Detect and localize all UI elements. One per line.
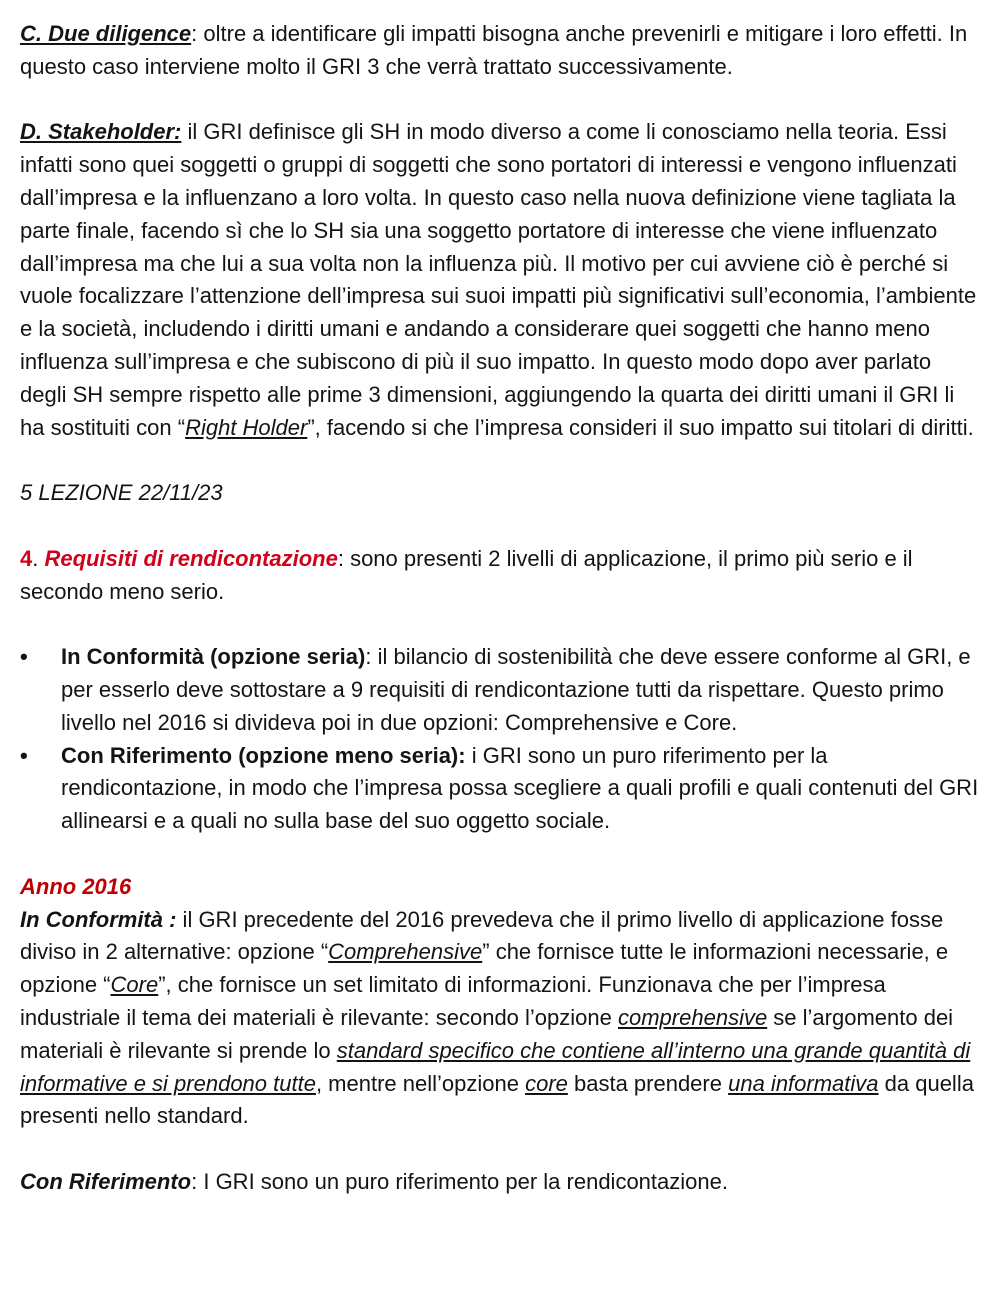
stakeholder-text-2: ”, facendo si che l’impresa consideri il suo impatto sui titolari di diritti. xyxy=(307,414,974,440)
term-standard-specifico: standard specifico che contiene all’interno una grande quantità di informative e si prendono tutte xyxy=(20,1037,971,1096)
paragraph-requisiti xyxy=(20,543,980,609)
spacer xyxy=(20,510,980,543)
text-segment: ”, che fornisce un set limitato di informazioni. Funzionava che per l’impresa industriale il tema dei materiali è rilevante: secondo l’opzione xyxy=(20,972,886,1030)
list-item xyxy=(20,641,980,739)
due-diligence-text: : oltre a identificare gli impatti bisogna anche prevenirli e mitigare i loro effetti. In questo caso interviene molto il GRI 3 che verrà trattato successivamente. xyxy=(20,21,968,79)
bullet-list xyxy=(20,641,980,838)
text-segment: il GRI precedente del 2016 prevedeva che il primo livello di applicazione fosse diviso in 2 alternative: opzione “ xyxy=(20,906,944,965)
section-number: 4 xyxy=(20,545,33,571)
right-holder-term: Right Holder xyxy=(185,414,308,440)
stakeholder-text-1: il GRI definisce gli SH in modo diverso a come li conosciamo nella teoria. Essi infatti sono quei soggetti o gruppi di soggetti che sono portatori di interessi e vengono influenzati dall’impresa e la influenzano a loro volta. In questo caso nella nuova definizione viene tagliata la parte finale, facendo sì che lo SH sia una soggetto portatore di interesse che viene influenzato dall’impresa ma che lui a sua volta non la influenza più. Il motivo per cui avviene ciò è perché si vuole focalizzare l’attenzione dell’impresa sui suoi impatti più significativi sull’economia, l’ambiente e la società, includendo i diritti umani e andando a considerare quei soggetti che hanno meno influenza sull’impresa e che subiscono di più il suo impatto. In questo modo dopo aver parlato degli SH sempre rispetto alle prime 3 dimensioni, aggiungendo la quarta dei diritti umani il GRI li ha sostituiti con “ xyxy=(20,119,977,440)
term-una-informativa: una informativa xyxy=(728,1070,879,1096)
bullet-text: : il bilancio di sostenibilità che deve essere conforme al GRI, e per esserlo deve sottostare a 9 requisiti di rendicontazione tutti da rispettare. Questo primo livello nel 2016 si divideva poi in due opzioni: Comprehensive e Core. xyxy=(61,644,971,735)
paragraph-conformita-2016 xyxy=(20,904,980,1134)
spacer xyxy=(20,84,980,117)
paragraph-con-riferimento xyxy=(20,1166,980,1199)
spacer xyxy=(20,1133,980,1166)
requisiti-text: : sono presenti 2 livelli di applicazione, il primo più serio e il secondo meno serio. xyxy=(20,545,913,604)
con-riferimento-text: : I GRI sono un puro riferimento per la rendicontazione. xyxy=(191,1168,728,1194)
heading-requisiti: Requisiti di rendicontazione xyxy=(44,545,338,571)
lesson-header: 5 LEZIONE 22/11/23 xyxy=(20,480,223,506)
paragraph-due-diligence xyxy=(20,18,980,84)
text-segment: se l’argomento dei materiali è rilevante si prende lo xyxy=(20,1004,954,1063)
paragraph-stakeholder xyxy=(20,116,980,444)
section-dot: . xyxy=(32,545,45,571)
bullet-icon: • xyxy=(20,644,28,670)
text-segment: ” che fornisce tutte le informazioni necessarie, e opzione “ xyxy=(20,939,949,998)
spacer xyxy=(20,838,980,871)
term-comprehensive: Comprehensive xyxy=(328,939,483,965)
conformita-label: In Conformità : xyxy=(20,906,177,932)
bullet-icon: • xyxy=(20,742,28,768)
text-segment: basta prendere xyxy=(567,1070,729,1096)
heading-anno-2016: Anno 2016 xyxy=(20,873,132,899)
term-comprehensive-lowercase: comprehensive xyxy=(618,1004,768,1030)
spacer xyxy=(20,608,980,641)
text-segment: da quella presenti nello standard. xyxy=(20,1070,974,1129)
bullet-title: In Conformità (opzione seria) xyxy=(61,644,366,670)
text-segment: , mentre nell’opzione xyxy=(315,1070,526,1096)
term-core-lowercase: core xyxy=(525,1070,568,1096)
con-riferimento-label: Con Riferimento xyxy=(20,1168,192,1194)
heading-due-diligence: C. Due diligence xyxy=(20,21,192,46)
heading-stakeholder: D. Stakeholder: xyxy=(20,119,182,145)
term-core: Core xyxy=(110,972,159,998)
list-item xyxy=(20,740,980,838)
spacer xyxy=(20,444,980,477)
bullet-text: i GRI sono un puro riferimento per la rendicontazione, in modo che l’impresa possa scegliere a quali profili e quali contenuti del GRI allinearsi e a quali no sulla base del suo oggetto sociale. xyxy=(61,742,979,834)
bullet-title: Con Riferimento (opzione meno seria): xyxy=(61,742,466,768)
